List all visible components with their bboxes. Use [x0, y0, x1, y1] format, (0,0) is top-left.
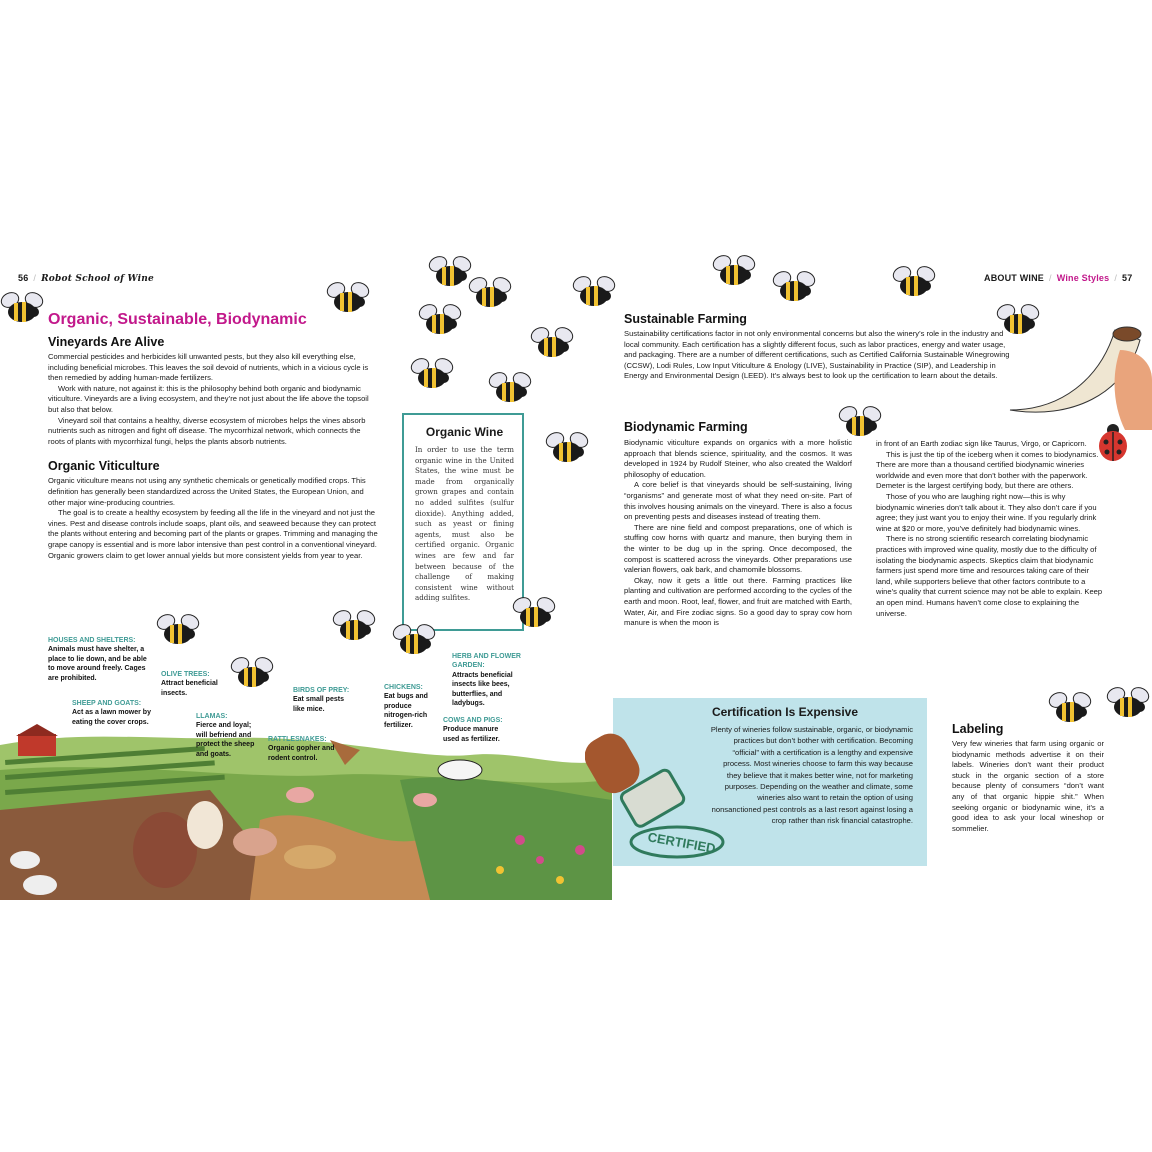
chickens-label-title: CHICKENS:: [384, 684, 423, 691]
cows-label-title: COWS AND PIGS:: [443, 717, 503, 724]
birds-label-title: BIRDS OF PREY:: [293, 687, 350, 694]
bee-icon: [332, 608, 378, 646]
biodynamic-p3: There are nine field and compost preparations, one of which is stuffing cow horns with quartz and manure, then burying them in the winter to be dug up in the spring. Once decomposed, the compost is scattered across the vineyards. Other preparations use valerian flowers, oak bark, and chamomile blossoms.: [624, 522, 852, 575]
llamas-label-text: Fierce and loyal; will befriend and protect the sheep and goats.: [196, 722, 255, 758]
stamp-icon: [585, 724, 725, 864]
right-folio: ABOUT WINE / Wine Styles / 57: [984, 273, 1133, 283]
section-name: ABOUT WINE: [984, 273, 1044, 283]
vineyards-p3: Vineyard soil that contains a healthy, diverse ecosystem of microbes helps the vines absorb nutrients such as nitrogen and fight off disease. The mycorrhizal network, which connects the roots of plants with mycorrhizal fungi, helps the plants absorb nutrients.: [48, 415, 366, 446]
bee-icon: [488, 370, 534, 408]
chickens-label-text: Eat bugs and produce nitrogen-rich fertilizer.: [384, 693, 428, 729]
organic-viticulture-heading: Organic Viticulture: [48, 459, 160, 474]
organic-p1: Organic viticulture means not using any synthetic chemicals or genetically modified crops. This definition has generally been standardized across the United States, the European Union, and other major wine-producing countries.: [48, 476, 366, 507]
organic-wine-box: [402, 413, 524, 631]
rattle-label-title: RATTLESNAKES:: [268, 736, 327, 743]
left-folio: 56 / Robot School of Wine: [18, 273, 154, 284]
vineyards-heading: Vineyards Are Alive: [48, 335, 165, 349]
stamp-text: CERTIFIED: [646, 829, 717, 856]
bee-icon: [0, 290, 46, 328]
left-column: [48, 311, 378, 561]
biodynamic-p7: Those of you who are laughing right now—this is why biodynamic wineries don’t talk about it. They also don’t care if you agree; they just want you to enjoy their wine. If you regularly drink wine at $20 or more, you’ve definitely had biodynamic wines.: [876, 491, 1097, 533]
birds-label: [293, 686, 357, 714]
certification-text: Plenty of wineries follow sustainable, organic, or biodynamic practices but don’t bother with certification. Becoming “official” with a certification is a lengthy and expensive process. Most wineries choose to farm this way because they believe that it makes better wine, not for marketing purposes. Depending on the weather and climate, some wineries also want to retain the option of using nonsanctioned pest controls as a last resort against losing a crop rather than risk financial catastrophe.: [710, 725, 913, 826]
subsection-name: Wine Styles: [1056, 273, 1110, 283]
birds-label-text: Eat small pests like mice.: [293, 696, 344, 713]
organic-wine-title: Organic Wine: [425, 425, 504, 439]
biodynamic-heading: Biodynamic Farming: [624, 420, 748, 434]
llamas-label: [196, 712, 258, 759]
sustainable-section: [624, 312, 1010, 382]
vineyards-p1: Commercial pesticides and herbicides kill unwanted pests, but they also kill everything else, including beneficial microbes. This leaves the soil devoid of nutrients, which in a vicious cycle is then remedied by adding human-made fertilizers.: [48, 352, 369, 383]
bee-icon: [512, 595, 558, 633]
sheep-label: [72, 699, 154, 727]
chickens-label: [384, 683, 436, 730]
olive-label-text: Attract beneficial insects.: [161, 680, 218, 697]
left-page-number: 56: [18, 273, 29, 283]
bee-icon: [468, 275, 514, 313]
certification-box: [613, 698, 927, 866]
biodynamic-p5: in front of an Earth zodiac sign like Taurus, Virgo, or Capricorn.: [876, 439, 1087, 448]
houses-label-text: Animals must have shelter, a place to lie down, and be able to move around freely. Cages are prohibited.: [48, 646, 147, 682]
main-heading: Organic, Sustainable, Biodynamic: [48, 311, 307, 328]
right-page-number: 57: [1122, 273, 1133, 283]
rattle-label-text: Organic gopher and rodent control.: [268, 745, 335, 762]
bee-icon: [838, 404, 884, 442]
bee-icon: [326, 280, 372, 318]
bee-icon: [772, 269, 818, 307]
bee-icon: [996, 302, 1042, 340]
sustainable-heading: Sustainable Farming: [624, 312, 747, 326]
bee-icon: [1048, 690, 1094, 728]
bee-icon: [418, 302, 464, 340]
bee-icon: [572, 274, 618, 312]
bee-icon: [892, 264, 938, 302]
olive-label: [161, 670, 231, 698]
biodynamic-right-column: [876, 439, 1104, 619]
bee-icon: [230, 655, 276, 693]
houses-label-title: HOUSES AND SHELTERS:: [48, 637, 136, 644]
biodynamic-p1: Biodynamic viticulture expands on organics with a more holistic approach that blends science, spirituality, and the cosmos. It was developed in 1924 by Rudolf Steiner, who also created the Waldorf philosophy of education.: [624, 438, 852, 479]
sheep-label-title: SHEEP AND GOATS:: [72, 700, 142, 707]
bee-icon: [545, 430, 591, 468]
cows-label: [443, 716, 515, 744]
organic-wine-text: In order to use the term organic wine in the United States, the wine must be made from organically grown grapes and contain no added sulfites (sulfur dioxide). Anything added, such as yeast or fining agents, must also be certified organic. Organic wines are few and far between because of the challenge of making consistent wine without adding sulfites.: [415, 445, 514, 603]
sheep-label-text: Act as a lawn mower by eating the cover crops.: [72, 709, 151, 726]
labeling-section: [952, 722, 1104, 834]
biodynamic-p6: This is just the tip of the iceberg when it comes to biodynamics. There are more than a thousand certified biodynamic wineries worldwide and even more that don’t bother with the paperwork. Demeter is the largest certifying body, but there are others.: [876, 449, 1099, 491]
bee-icon: [410, 356, 456, 394]
labeling-text: Very few wineries that farm using organic or biodynamic methods advertise it on their labels. Wineries don’t want their product stuck in the organic section of a store because plenty of consumers “don’t want any of that organic hippie shit.” When seeking organic or biodynamic wine, it’s a good idea to ask your local wineshop or sommelier.: [952, 739, 1104, 833]
bee-icon: [530, 325, 576, 363]
biodynamic-p2: A core belief is that vineyards should be self-sustaining, living “organisms” and generate most of what they need on-site. Part of this involves housing animals on the vineyard. There is also a focus on preventing pests and diseases instead of treating them.: [624, 480, 852, 522]
houses-label: [48, 636, 152, 683]
bee-icon: [156, 612, 202, 650]
vineyards-p2: Work with nature, not against it: this is the philosophy behind both organic and biodynamic viticulture. Vineyards are a living ecosystem, and they’re not just about the life above the topsoil but also that below.: [48, 383, 369, 414]
labeling-heading: Labeling: [952, 722, 1004, 736]
biodynamic-p8: There is no strong scientific research correlating biodynamic practices with improved wine quality, mostly due to the difficulty of isolating the biodynamic aspects. Skeptics claim that biodynamic farmers just spend more time and resources taking care of their land, while supporters believe that other factors contribute to a wine’s quality that current science may not be able to explain. Keep an open mind. Humans haven’t come close to explaining the universe.: [876, 534, 1103, 618]
organic-p2: The goal is to create a healthy ecosystem by feeding all the life in the vineyard and not just the vines. Pest and disease controls include soaps, plant oils, and seaweed because they can protect the plants without entering and becoming part of the plants or grapes. Trimming and managing the grape canopy is essential and is more labor intensive than pest control in a conventional vineyard. Organic growers claim to get lower annual yields but more consistent yields from year to year.: [48, 508, 378, 560]
farm-illustration: [0, 700, 612, 900]
biodynamic-p4: Okay, now it gets a little out there. Farming practices like planting and cultivation are performed according to the cycles of the earth and moon. Root, leaf, flower, and fruit are matched with Earth, Water, Air, and Fire zodiac signs. So a good day to spray cow horn manure is when the moon is: [624, 575, 852, 628]
book-title: Robot School of Wine: [41, 274, 154, 284]
rattle-label: [268, 735, 336, 763]
olive-label-title: OLIVE TREES:: [161, 671, 210, 678]
llamas-label-title: LLAMAS:: [196, 713, 228, 720]
bee-icon: [1106, 685, 1152, 723]
herb-label-title: HERB AND FLOWER GARDEN:: [452, 653, 521, 670]
cows-label-text: Produce manure used as fertilizer.: [443, 726, 500, 743]
herb-label-text: Attracts beneficial insects like bees, butterflies, and ladybugs.: [452, 671, 513, 708]
bee-icon: [392, 622, 438, 660]
herb-label: [452, 652, 532, 708]
bee-icon: [712, 253, 758, 291]
biodynamic-left-column: [624, 420, 852, 629]
certification-heading: Certification Is Expensive: [711, 705, 859, 719]
ladybug-icon: [1095, 422, 1131, 462]
sustainable-text: Sustainability certifications factor in not only environmental concerns but also the winery’s role in the industry and local community. Each certification has a slightly different focus, such as labor practices, energy and water usage, and packaging. There are a number of different certifications, such as Certified California Sustainable Winegrowing (CCSW), Lodi Rules, Low Input Viticulture & Enology (LIVE), Sustainability in Practice (SIP), and Leadership in Energy and Environmental Design (LEED). It’s always best to look up the certification to learn about the details.: [624, 329, 1010, 381]
